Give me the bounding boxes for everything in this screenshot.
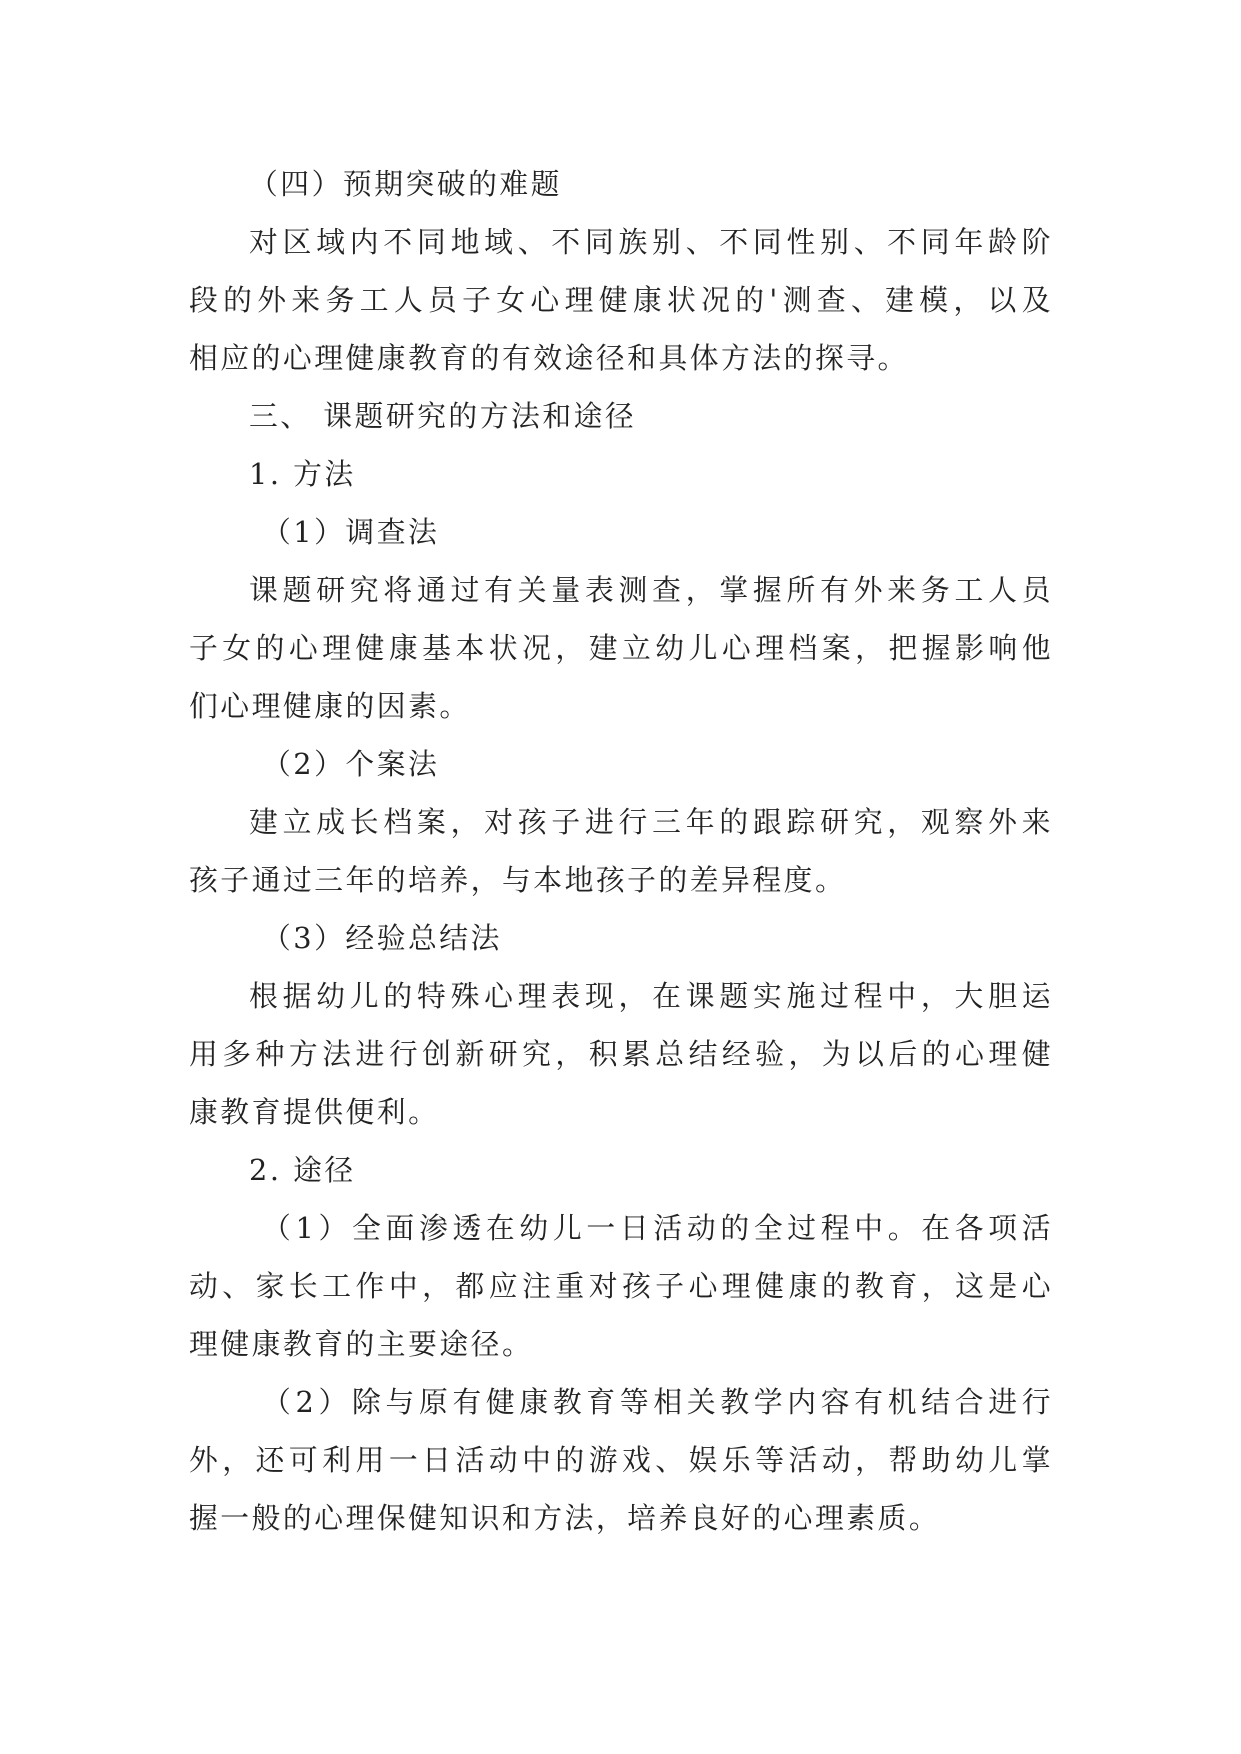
subheading-survey-method: （1）调查法: [262, 515, 440, 549]
section-heading-expected-breakthrough: （四）预期突破的难题: [249, 167, 562, 201]
paragraph-line: 握一般的心理保健知识和方法，培养良好的心理素质。: [189, 1501, 941, 1535]
section-heading-methods-and-approaches: 三、 课题研究的方法和途径: [249, 399, 637, 433]
paragraph-line: （1）全面渗透在幼儿一日活动的全过程中。在各项活: [262, 1211, 1053, 1245]
paragraph-line: 相应的心理健康教育的有效途径和具体方法的探寻。: [189, 341, 909, 375]
paragraph-line: （2）除与原有健康教育等相关教学内容有机结合进行: [262, 1385, 1053, 1419]
subheading-experience-summary-method: （3）经验总结法: [262, 921, 502, 955]
paragraph-line: 子女的心理健康基本状况，建立幼儿心理档案，把握影响他: [189, 631, 1053, 665]
paragraph-line: 用多种方法进行创新研究，积累总结经验，为以后的心理健: [189, 1037, 1053, 1071]
subheading-methods: 1. 方法: [249, 457, 356, 491]
subheading-case-method: （2）个案法: [262, 747, 440, 781]
paragraph-line: 段的外来务工人员子女心理健康状况的'测查、建模，以及: [189, 283, 1053, 317]
body-text: [189, 155, 1053, 1547]
paragraph-line: 理健康教育的主要途径。: [189, 1327, 534, 1361]
paragraph-line: 建立成长档案，对孩子进行三年的跟踪研究，观察外来: [249, 805, 1053, 839]
paragraph-line: 外，还可利用一日活动中的游戏、娱乐等活动，帮助幼儿掌: [189, 1443, 1053, 1477]
paragraph-line: 课题研究将通过有关量表测查，掌握所有外来务工人员: [249, 573, 1053, 607]
paragraph-line: 根据幼儿的特殊心理表现，在课题实施过程中，大胆运: [249, 979, 1053, 1013]
paragraph-line: 康教育提供便利。: [189, 1095, 440, 1129]
subheading-approaches: 2. 途径: [249, 1153, 356, 1187]
paragraph-line: 动、家长工作中，都应注重对孩子心理健康的教育，这是心: [189, 1269, 1053, 1303]
paragraph-line: 孩子通过三年的培养，与本地孩子的差异程度。: [189, 863, 847, 897]
paragraph-line: 们心理健康的因素。: [189, 689, 471, 723]
paragraph-line: 对区域内不同地域、不同族别、不同性别、不同年龄阶: [249, 225, 1053, 259]
